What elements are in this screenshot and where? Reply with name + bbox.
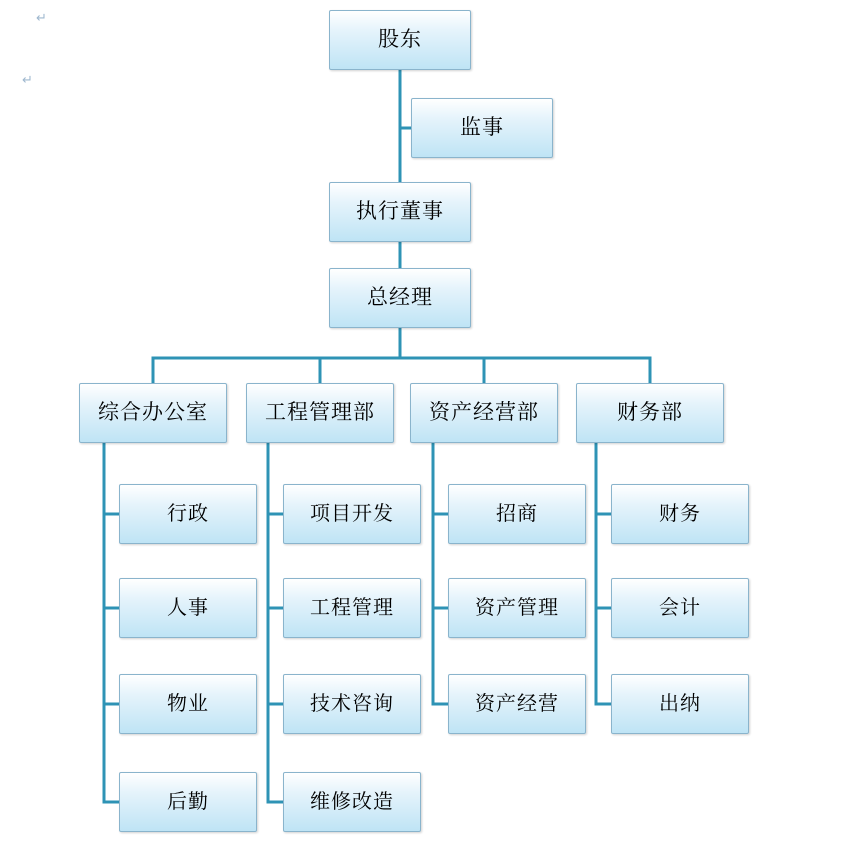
node-project-development[interactable] (283, 484, 421, 544)
node-logistics[interactable] (119, 772, 257, 832)
node-label: 后勤 (167, 791, 209, 813)
node-supervisor[interactable] (411, 98, 553, 158)
node-finance[interactable] (611, 484, 749, 544)
node-general-office[interactable] (79, 383, 227, 443)
node-label: 人事 (167, 597, 209, 619)
node-cashier[interactable] (611, 674, 749, 734)
node-label: 会计 (659, 597, 701, 619)
node-asset-management[interactable] (448, 578, 586, 638)
node-label: 资产经营部 (429, 401, 539, 425)
node-label: 财务部 (617, 401, 683, 425)
node-finance-department[interactable] (576, 383, 724, 443)
node-label: 资产管理 (475, 597, 559, 619)
node-label: 总经理 (367, 286, 433, 310)
node-property-management[interactable] (119, 674, 257, 734)
node-label: 行政 (167, 503, 209, 525)
node-human-resources[interactable] (119, 578, 257, 638)
node-maintenance-renovation[interactable] (283, 772, 421, 832)
node-label: 监事 (460, 116, 504, 140)
node-label: 资产经营 (475, 693, 559, 715)
node-general-manager[interactable] (329, 268, 471, 328)
node-accounting[interactable] (611, 578, 749, 638)
node-label: 工程管理 (310, 597, 394, 619)
node-label: 综合办公室 (98, 401, 208, 425)
node-engineering-department[interactable] (246, 383, 394, 443)
node-asset-operation[interactable] (448, 674, 586, 734)
node-label: 财务 (659, 503, 701, 525)
node-technical-consulting[interactable] (283, 674, 421, 734)
node-label: 股东 (378, 28, 422, 52)
node-label: 招商 (496, 503, 538, 525)
node-label: 执行董事 (356, 200, 444, 224)
paragraph-mark-2: ↵ (22, 72, 33, 87)
paragraph-mark-1: ↵ (36, 10, 47, 25)
node-label: 物业 (167, 693, 209, 715)
node-shareholder[interactable] (329, 10, 471, 70)
node-label: 维修改造 (310, 791, 394, 813)
node-label: 出纳 (659, 693, 701, 715)
node-engineering-management[interactable] (283, 578, 421, 638)
node-investment-promotion[interactable] (448, 484, 586, 544)
node-asset-operation-department[interactable] (410, 383, 558, 443)
node-label: 项目开发 (310, 503, 394, 525)
node-label: 工程管理部 (265, 401, 375, 425)
node-administration[interactable] (119, 484, 257, 544)
node-executive-director[interactable] (329, 182, 471, 242)
node-label: 技术咨询 (310, 693, 394, 715)
